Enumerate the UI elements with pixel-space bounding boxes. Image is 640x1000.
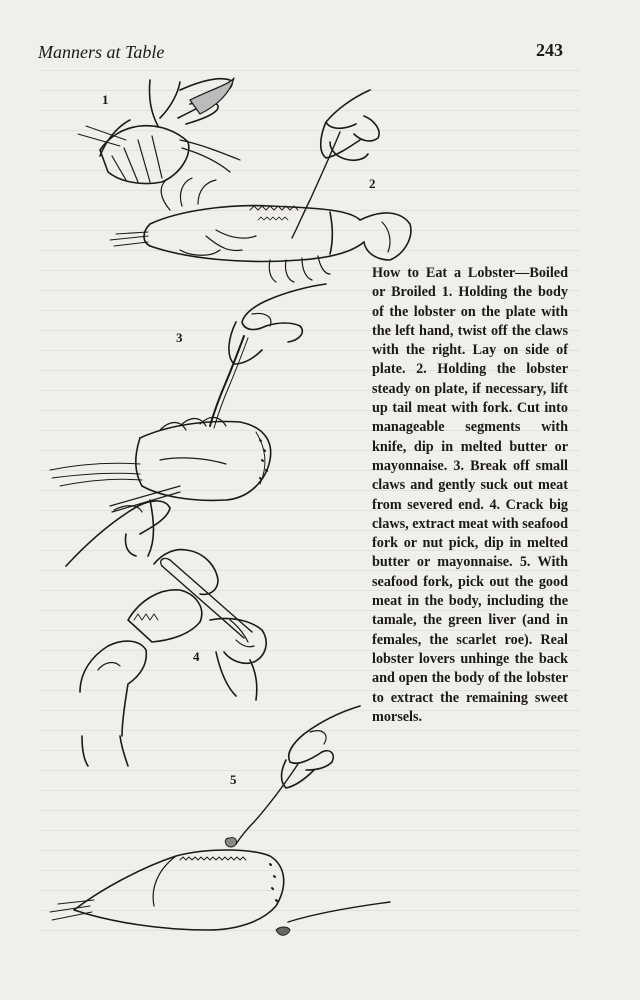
figure-4-crack-big-claws xyxy=(80,550,266,766)
lobster-eating-illustration xyxy=(30,60,376,970)
figure-1-label: 1 xyxy=(102,92,109,107)
figure-2-lift-tail-meat xyxy=(110,80,500,282)
caption-body: 1. Holding the body of the lobster on the plate with the left hand, twist off the claws with the right. Lay on side of plate. 2. Holding the lobster steady on plate, if necessary, lift up tail meat with fork. Cut into manageable segments with knife, dip in melted butter or mayonnaise. 3. Break off small claws and gently suck out meat from severed end. 4. Crack big claws, extract meat with seafood fork or nut pick, dip in melted butter or mayonnaise. 5. With seafood fork, pick out the good meat in the body, including the tamale, the green liver (and in females, the scarlet roe). Real lobster lovers unhinge the back and open the body of the lobster to extract the remaining sweet morsels. xyxy=(372,284,568,725)
caption-heading: How to Eat a Lobster—Boiled or Broiled xyxy=(372,265,568,301)
running-header-title: Manners at Table xyxy=(38,42,165,62)
figure-2-label: 2 xyxy=(369,176,376,191)
page-number: 243 xyxy=(536,40,563,60)
figure-5-pick-body-meat xyxy=(50,706,390,935)
figure-1-twist-off-claws xyxy=(78,78,240,184)
figure-3-suck-small-claws xyxy=(50,284,326,566)
figure-3-label: 3 xyxy=(176,330,183,345)
figure-5-label: 5 xyxy=(230,772,237,787)
caption-how-to-eat-lobster xyxy=(372,264,568,727)
figure-4-label: 4 xyxy=(193,649,200,664)
